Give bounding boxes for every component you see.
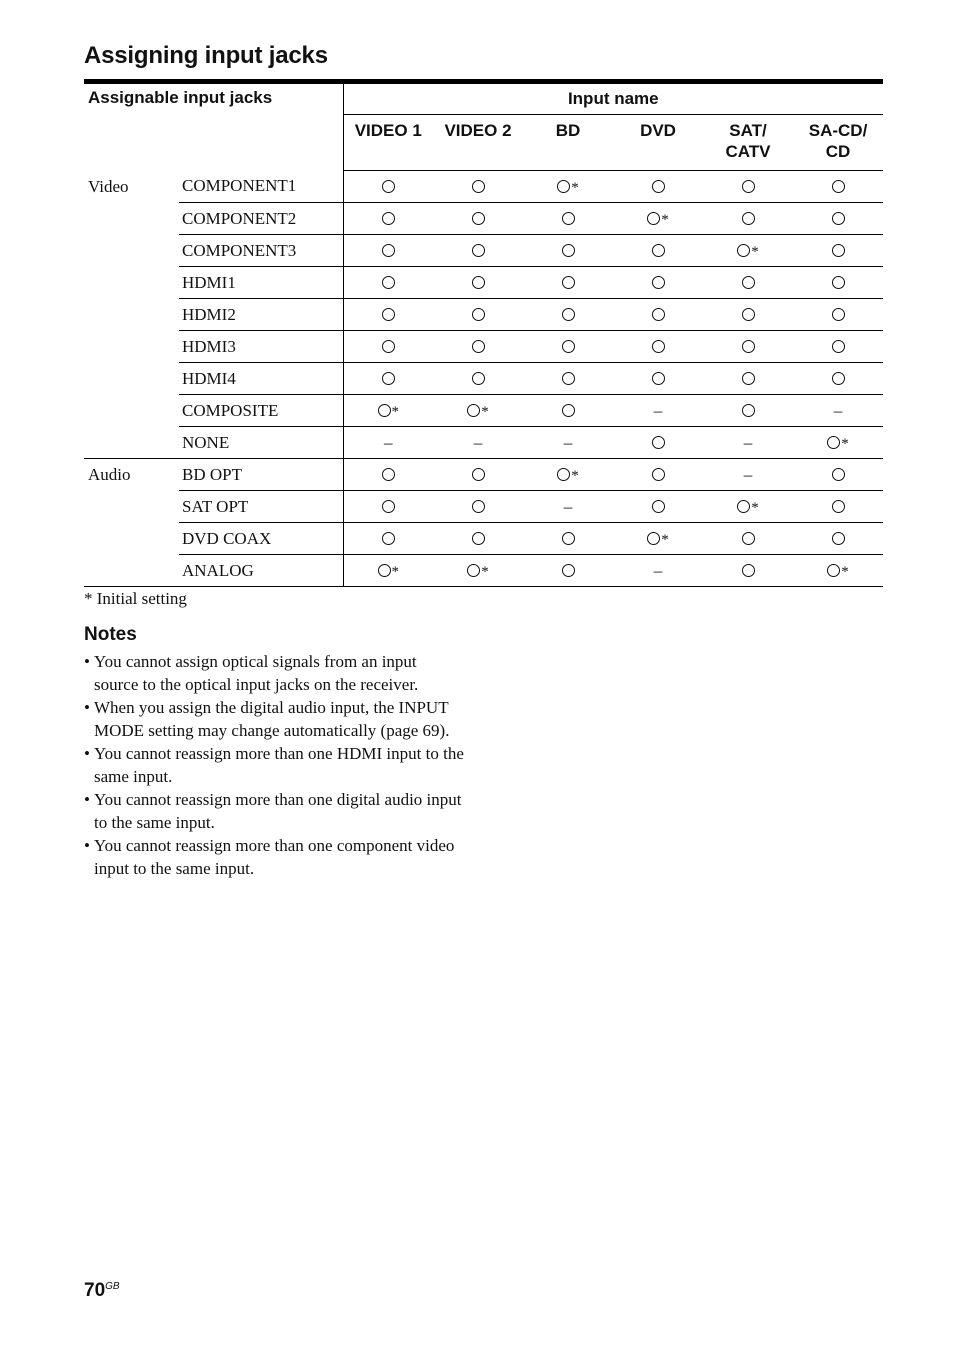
available-circle-icon [737,500,750,513]
table-cell [343,203,433,235]
table-cell [343,523,433,555]
column-header-label: BD [555,121,581,140]
column-header [523,115,613,171]
table-cell [523,523,613,555]
table-cell [613,203,703,235]
table-cell [703,555,793,587]
table-row [84,171,883,203]
available-circle-icon [652,500,665,513]
page-number-value: 70 [84,1280,106,1301]
note-text: You cannot reassign more than one HDMI input to the same input. [94,744,464,786]
table-cell [613,331,703,363]
table-cell [793,555,883,587]
available-circle-icon [378,564,391,577]
initial-setting-marker: * [571,179,579,196]
table-cell [343,331,433,363]
available-circle-icon [472,500,485,513]
initial-setting-marker: * [841,563,849,580]
initial-setting-marker: * [481,403,489,420]
table-cell [613,235,703,267]
table-row [84,331,883,363]
table-cell [523,491,613,523]
table-cell [433,363,523,395]
table-cell [703,427,793,459]
table-cell [613,267,703,299]
table-cell [793,235,883,267]
table-cell [523,235,613,267]
jack-name: SAT OPT [179,491,343,523]
available-circle-icon [832,532,845,545]
available-circle-icon [652,340,665,353]
table-cell [793,267,883,299]
footnote: * Initial setting [84,589,187,608]
jack-name: HDMI2 [179,299,343,331]
available-circle-icon [742,276,755,289]
not-available-dash: – [653,560,663,580]
table-cell [433,331,523,363]
table-cell [343,267,433,299]
table-cell [433,523,523,555]
available-circle-icon [832,180,845,193]
table-cell [433,395,523,427]
table-cell [433,555,523,587]
available-circle-icon [652,244,665,257]
available-circle-icon [742,308,755,321]
column-header [703,115,793,171]
available-circle-icon [562,244,575,257]
jack-name: DVD COAX [179,523,343,555]
table-cell [343,459,433,491]
note-text: When you assign the digital audio input, the INPUT MODE setting may change automatically (page 69). [94,698,450,740]
note-item [84,696,464,742]
table-cell [793,299,883,331]
jack-name: ANALOG [179,555,343,587]
column-header [793,115,883,171]
column-header-label: VIDEO 1 [354,121,422,140]
table-cell [793,363,883,395]
column-header-label: VIDEO 2 [444,121,512,140]
note-item [84,788,464,834]
table-cell [343,171,433,203]
available-circle-icon [562,340,575,353]
table-cell [613,427,703,459]
bullet-icon: • [84,790,90,809]
table-cell [433,171,523,203]
table-cell [793,395,883,427]
jack-name: COMPONENT1 [179,171,343,203]
table-cell [703,363,793,395]
initial-setting-marker: * [661,211,669,228]
not-available-dash: – [384,432,393,452]
table-row [84,459,883,491]
notes-title: Notes [84,624,137,645]
page-title: Assigning input jacks [84,42,328,69]
table-cell [523,331,613,363]
table-cell [523,299,613,331]
jack-name: COMPONENT2 [179,203,343,235]
available-circle-icon [382,500,395,513]
table-row [84,523,883,555]
table-cell [433,203,523,235]
available-circle-icon [652,436,665,449]
available-circle-icon [827,436,840,449]
available-circle-icon [742,404,755,417]
table-cell [523,171,613,203]
initial-setting-marker: * [391,403,400,420]
initial-setting-marker: * [751,499,759,516]
table-row [84,235,883,267]
available-circle-icon [832,276,845,289]
available-circle-icon [652,468,665,481]
not-available-dash: – [473,432,483,452]
table-cell [613,491,703,523]
available-circle-icon [472,372,485,385]
table-cell [343,555,433,587]
table-cell [613,299,703,331]
page-number-suffix: GB [105,1281,120,1292]
table-cell [703,395,793,427]
table-cell [433,299,523,331]
available-circle-icon [562,212,575,225]
available-circle-icon [832,500,845,513]
available-circle-icon [382,212,395,225]
table-cell [613,363,703,395]
table-row [84,395,883,427]
available-circle-icon [562,404,575,417]
table-cell [523,203,613,235]
jack-name: COMPOSITE [179,395,343,427]
table-body [84,171,883,587]
note-text: You cannot reassign more than one component video input to the same input. [94,836,455,878]
jack-name: BD OPT [179,459,343,491]
available-circle-icon [382,180,395,193]
table-row [84,299,883,331]
table-cell [343,235,433,267]
table-cell [793,491,883,523]
available-circle-icon [382,372,395,385]
table-cell [703,299,793,331]
available-circle-icon [467,564,480,577]
table-cell [523,459,613,491]
table-cell [523,555,613,587]
table-cell [433,267,523,299]
available-circle-icon [472,244,485,257]
available-circle-icon [832,468,845,481]
available-circle-icon [382,244,395,257]
not-available-dash: – [833,400,843,420]
jack-name: NONE [179,427,343,459]
column-header [613,115,703,171]
category-label: Audio [84,459,179,587]
table-cell [703,491,793,523]
table-cell [343,395,433,427]
column-header [343,115,433,171]
not-available-dash: – [743,432,753,452]
table-cell [343,363,433,395]
bullet-icon: • [84,744,90,763]
initial-setting-marker: * [391,563,400,580]
available-circle-icon [472,276,485,289]
column-header-label: SAT/ CATV [725,121,771,161]
table-cell [793,523,883,555]
not-available-dash: – [743,464,753,484]
available-circle-icon [472,180,485,193]
initial-setting-marker: * [751,243,759,260]
available-circle-icon [382,340,395,353]
available-circle-icon [557,468,570,481]
notes-list [84,650,464,880]
table-row [84,267,883,299]
available-circle-icon [562,372,575,385]
column-header-label: DVD [640,121,676,140]
assignment-table [84,84,883,587]
header-input-name: Input name [343,84,883,115]
available-circle-icon [832,244,845,257]
category-label: Video [84,171,179,459]
available-circle-icon [472,212,485,225]
jack-name: HDMI3 [179,331,343,363]
available-circle-icon [467,404,480,417]
not-available-dash: – [563,496,573,516]
initial-setting-marker: * [661,531,669,548]
table-cell [793,203,883,235]
table-cell [613,171,703,203]
table-cell [703,235,793,267]
table-cell [703,171,793,203]
table-cell [703,267,793,299]
table-cell [703,459,793,491]
table-cell [433,491,523,523]
table-cell [613,555,703,587]
available-circle-icon [472,468,485,481]
note-text: You cannot reassign more than one digital audio input to the same input. [94,790,462,832]
available-circle-icon [382,276,395,289]
available-circle-icon [742,180,755,193]
available-circle-icon [827,564,840,577]
not-available-dash: – [563,432,573,452]
note-text: You cannot assign optical signals from an input source to the optical input jacks on the receiver. [94,652,419,694]
header-assignable-input-jacks: Assignable input jacks [84,84,343,171]
table-cell [703,203,793,235]
table-cell [523,363,613,395]
available-circle-icon [562,532,575,545]
table-cell [613,459,703,491]
jack-name: HDMI1 [179,267,343,299]
available-circle-icon [382,532,395,545]
available-circle-icon [562,308,575,321]
available-circle-icon [652,372,665,385]
table-cell [793,171,883,203]
table-cell [343,491,433,523]
available-circle-icon [472,532,485,545]
table-cell [613,395,703,427]
available-circle-icon [562,276,575,289]
initial-setting-marker: * [841,435,849,452]
available-circle-icon [652,308,665,321]
table-cell [433,459,523,491]
available-circle-icon [647,212,660,225]
table-row [84,427,883,459]
available-circle-icon [472,308,485,321]
available-circle-icon [832,372,845,385]
jack-name: COMPONENT3 [179,235,343,267]
table-cell [523,395,613,427]
available-circle-icon [472,340,485,353]
available-circle-icon [652,180,665,193]
available-circle-icon [647,532,660,545]
column-header [433,115,523,171]
not-available-dash: – [653,400,663,420]
available-circle-icon [742,340,755,353]
column-header-label: SA-CD/ CD [808,121,868,161]
available-circle-icon [382,468,395,481]
table-row [84,555,883,587]
available-circle-icon [382,308,395,321]
available-circle-icon [832,340,845,353]
table-row [84,203,883,235]
table-cell [523,427,613,459]
table-row [84,491,883,523]
note-item [84,834,464,880]
available-circle-icon [557,180,570,193]
bullet-icon: • [84,698,90,717]
available-circle-icon [562,564,575,577]
available-circle-icon [742,212,755,225]
table-cell [433,427,523,459]
available-circle-icon [378,404,391,417]
available-circle-icon [742,372,755,385]
jack-name: HDMI4 [179,363,343,395]
table-cell [523,267,613,299]
available-circle-icon [742,532,755,545]
table-cell [613,523,703,555]
available-circle-icon [652,276,665,289]
available-circle-icon [832,212,845,225]
bullet-icon: • [84,836,90,855]
table-cell [793,427,883,459]
available-circle-icon [832,308,845,321]
table-cell [343,299,433,331]
available-circle-icon [742,564,755,577]
table-cell [343,427,433,459]
initial-setting-marker: * [481,563,489,580]
initial-setting-marker: * [571,467,579,484]
table-cell [433,235,523,267]
available-circle-icon [737,244,750,257]
page-number [84,1280,120,1302]
note-item [84,742,464,788]
table-cell [793,459,883,491]
note-item [84,650,464,696]
bullet-icon: • [84,652,90,671]
table-cell [793,331,883,363]
table-cell [703,523,793,555]
table-row [84,363,883,395]
table-cell [703,331,793,363]
